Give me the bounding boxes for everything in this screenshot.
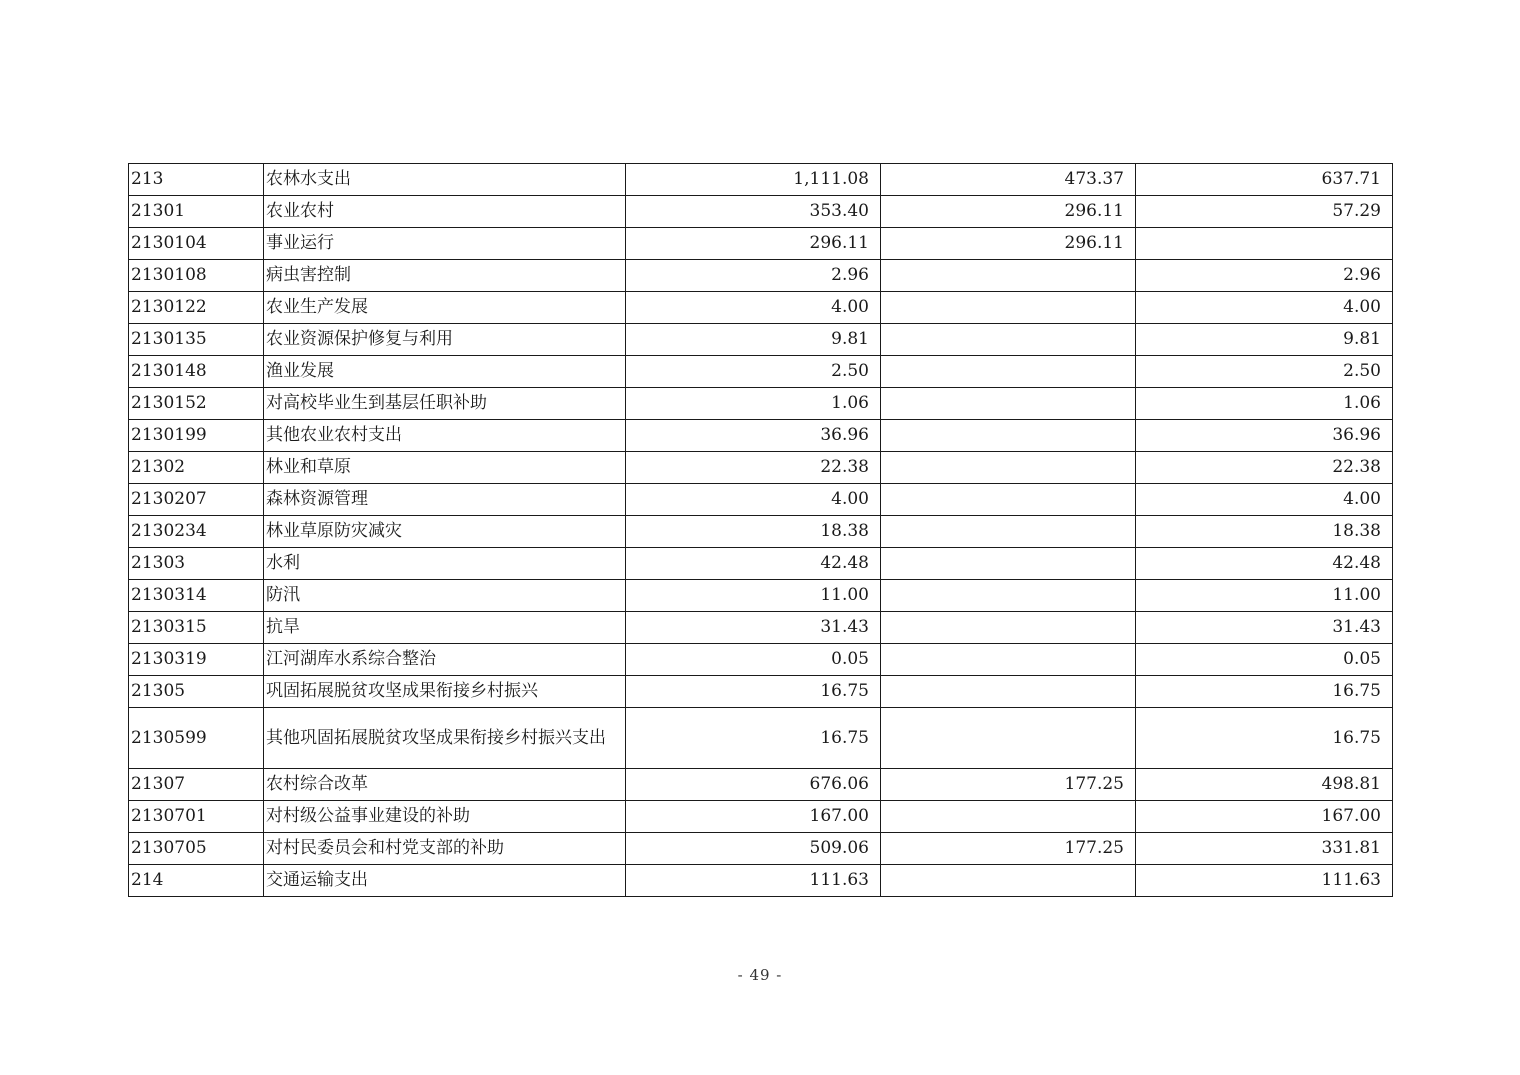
total-amount-cell: 4.00 bbox=[626, 484, 881, 516]
basic-expenditure-cell bbox=[881, 516, 1136, 548]
basic-expenditure-cell bbox=[881, 356, 1136, 388]
expenditure-table bbox=[128, 163, 1393, 897]
subject-code-cell: 2130108 bbox=[129, 260, 264, 292]
project-expenditure-cell: 57.29 bbox=[1136, 196, 1393, 228]
table-row bbox=[129, 833, 1393, 865]
basic-expenditure-cell: 296.11 bbox=[881, 196, 1136, 228]
table-row bbox=[129, 324, 1393, 356]
subject-name-cell: 其他巩固拓展脱贫攻坚成果衔接乡村振兴支出 bbox=[264, 708, 626, 769]
total-amount-cell: 42.48 bbox=[626, 548, 881, 580]
project-expenditure-cell: 31.43 bbox=[1136, 612, 1393, 644]
table-body bbox=[129, 164, 1393, 897]
page-number: - 49 - bbox=[737, 966, 783, 984]
subject-code-cell: 21301 bbox=[129, 196, 264, 228]
basic-expenditure-cell: 473.37 bbox=[881, 164, 1136, 196]
table-row bbox=[129, 708, 1393, 769]
subject-code-cell: 2130599 bbox=[129, 708, 264, 769]
project-expenditure-cell: 36.96 bbox=[1136, 420, 1393, 452]
subject-code-cell: 2130148 bbox=[129, 356, 264, 388]
basic-expenditure-cell bbox=[881, 420, 1136, 452]
project-expenditure-cell: 331.81 bbox=[1136, 833, 1393, 865]
table-row bbox=[129, 801, 1393, 833]
subject-name-cell: 防汛 bbox=[264, 580, 626, 612]
subject-code-cell: 2130152 bbox=[129, 388, 264, 420]
basic-expenditure-cell bbox=[881, 708, 1136, 769]
basic-expenditure-cell bbox=[881, 801, 1136, 833]
total-amount-cell: 16.75 bbox=[626, 708, 881, 769]
subject-name-cell: 水利 bbox=[264, 548, 626, 580]
project-expenditure-cell: 2.50 bbox=[1136, 356, 1393, 388]
total-amount-cell: 9.81 bbox=[626, 324, 881, 356]
subject-name-cell: 巩固拓展脱贫攻坚成果衔接乡村振兴 bbox=[264, 676, 626, 708]
subject-name-cell: 林业草原防灾减灾 bbox=[264, 516, 626, 548]
basic-expenditure-cell bbox=[881, 580, 1136, 612]
subject-name-cell: 交通运输支出 bbox=[264, 865, 626, 897]
project-expenditure-cell: 2.96 bbox=[1136, 260, 1393, 292]
subject-name-cell: 病虫害控制 bbox=[264, 260, 626, 292]
table-row bbox=[129, 484, 1393, 516]
subject-code-cell: 21302 bbox=[129, 452, 264, 484]
basic-expenditure-cell bbox=[881, 644, 1136, 676]
total-amount-cell: 1,111.08 bbox=[626, 164, 881, 196]
table-row bbox=[129, 580, 1393, 612]
total-amount-cell: 2.96 bbox=[626, 260, 881, 292]
basic-expenditure-cell bbox=[881, 484, 1136, 516]
total-amount-cell: 11.00 bbox=[626, 580, 881, 612]
table-row bbox=[129, 548, 1393, 580]
project-expenditure-cell: 16.75 bbox=[1136, 676, 1393, 708]
subject-code-cell: 2130104 bbox=[129, 228, 264, 260]
subject-name-cell: 农村综合改革 bbox=[264, 769, 626, 801]
subject-code-cell: 2130314 bbox=[129, 580, 264, 612]
subject-code-cell: 21305 bbox=[129, 676, 264, 708]
subject-name-cell: 对高校毕业生到基层任职补助 bbox=[264, 388, 626, 420]
subject-name-cell: 农业资源保护修复与利用 bbox=[264, 324, 626, 356]
project-expenditure-cell: 1.06 bbox=[1136, 388, 1393, 420]
project-expenditure-cell: 18.38 bbox=[1136, 516, 1393, 548]
subject-name-cell: 农林水支出 bbox=[264, 164, 626, 196]
total-amount-cell: 36.96 bbox=[626, 420, 881, 452]
project-expenditure-cell: 498.81 bbox=[1136, 769, 1393, 801]
subject-code-cell: 213 bbox=[129, 164, 264, 196]
table-row bbox=[129, 769, 1393, 801]
table-row bbox=[129, 644, 1393, 676]
project-expenditure-cell: 0.05 bbox=[1136, 644, 1393, 676]
total-amount-cell: 1.06 bbox=[626, 388, 881, 420]
subject-code-cell: 2130199 bbox=[129, 420, 264, 452]
subject-name-cell: 对村民委员会和村党支部的补助 bbox=[264, 833, 626, 865]
total-amount-cell: 509.06 bbox=[626, 833, 881, 865]
total-amount-cell: 18.38 bbox=[626, 516, 881, 548]
table-row bbox=[129, 260, 1393, 292]
subject-name-cell: 对村级公益事业建设的补助 bbox=[264, 801, 626, 833]
project-expenditure-cell bbox=[1136, 228, 1393, 260]
basic-expenditure-cell bbox=[881, 292, 1136, 324]
total-amount-cell: 31.43 bbox=[626, 612, 881, 644]
subject-code-cell: 2130207 bbox=[129, 484, 264, 516]
subject-code-cell: 2130701 bbox=[129, 801, 264, 833]
total-amount-cell: 2.50 bbox=[626, 356, 881, 388]
total-amount-cell: 22.38 bbox=[626, 452, 881, 484]
subject-name-cell: 农业生产发展 bbox=[264, 292, 626, 324]
basic-expenditure-cell bbox=[881, 612, 1136, 644]
project-expenditure-cell: 9.81 bbox=[1136, 324, 1393, 356]
subject-code-cell: 21307 bbox=[129, 769, 264, 801]
subject-code-cell: 2130319 bbox=[129, 644, 264, 676]
subject-name-cell: 林业和草原 bbox=[264, 452, 626, 484]
table-row bbox=[129, 292, 1393, 324]
project-expenditure-cell: 16.75 bbox=[1136, 708, 1393, 769]
subject-code-cell: 2130234 bbox=[129, 516, 264, 548]
table-row bbox=[129, 865, 1393, 897]
total-amount-cell: 296.11 bbox=[626, 228, 881, 260]
table-row bbox=[129, 420, 1393, 452]
total-amount-cell: 167.00 bbox=[626, 801, 881, 833]
table-row bbox=[129, 516, 1393, 548]
basic-expenditure-cell bbox=[881, 452, 1136, 484]
basic-expenditure-cell bbox=[881, 548, 1136, 580]
table-row bbox=[129, 228, 1393, 260]
table-row bbox=[129, 612, 1393, 644]
subject-code-cell: 2130135 bbox=[129, 324, 264, 356]
project-expenditure-cell: 637.71 bbox=[1136, 164, 1393, 196]
table-row bbox=[129, 356, 1393, 388]
subject-code-cell: 2130315 bbox=[129, 612, 264, 644]
total-amount-cell: 676.06 bbox=[626, 769, 881, 801]
total-amount-cell: 353.40 bbox=[626, 196, 881, 228]
table-row bbox=[129, 676, 1393, 708]
total-amount-cell: 16.75 bbox=[626, 676, 881, 708]
table-row bbox=[129, 452, 1393, 484]
project-expenditure-cell: 42.48 bbox=[1136, 548, 1393, 580]
total-amount-cell: 0.05 bbox=[626, 644, 881, 676]
project-expenditure-cell: 167.00 bbox=[1136, 801, 1393, 833]
basic-expenditure-cell bbox=[881, 388, 1136, 420]
basic-expenditure-cell bbox=[881, 676, 1136, 708]
table-row bbox=[129, 164, 1393, 196]
basic-expenditure-cell bbox=[881, 324, 1136, 356]
basic-expenditure-cell bbox=[881, 260, 1136, 292]
basic-expenditure-cell bbox=[881, 865, 1136, 897]
total-amount-cell: 111.63 bbox=[626, 865, 881, 897]
subject-code-cell: 2130705 bbox=[129, 833, 264, 865]
subject-name-cell: 农业农村 bbox=[264, 196, 626, 228]
project-expenditure-cell: 11.00 bbox=[1136, 580, 1393, 612]
project-expenditure-cell: 22.38 bbox=[1136, 452, 1393, 484]
total-amount-cell: 4.00 bbox=[626, 292, 881, 324]
basic-expenditure-cell: 177.25 bbox=[881, 833, 1136, 865]
subject-name-cell: 其他农业农村支出 bbox=[264, 420, 626, 452]
subject-code-cell: 21303 bbox=[129, 548, 264, 580]
subject-name-cell: 森林资源管理 bbox=[264, 484, 626, 516]
basic-expenditure-cell: 296.11 bbox=[881, 228, 1136, 260]
table-row bbox=[129, 388, 1393, 420]
subject-name-cell: 事业运行 bbox=[264, 228, 626, 260]
project-expenditure-cell: 111.63 bbox=[1136, 865, 1393, 897]
project-expenditure-cell: 4.00 bbox=[1136, 292, 1393, 324]
basic-expenditure-cell: 177.25 bbox=[881, 769, 1136, 801]
table-row bbox=[129, 196, 1393, 228]
subject-name-cell: 江河湖库水系综合整治 bbox=[264, 644, 626, 676]
project-expenditure-cell: 4.00 bbox=[1136, 484, 1393, 516]
subject-code-cell: 2130122 bbox=[129, 292, 264, 324]
subject-name-cell: 抗旱 bbox=[264, 612, 626, 644]
subject-name-cell: 渔业发展 bbox=[264, 356, 626, 388]
subject-code-cell: 214 bbox=[129, 865, 264, 897]
